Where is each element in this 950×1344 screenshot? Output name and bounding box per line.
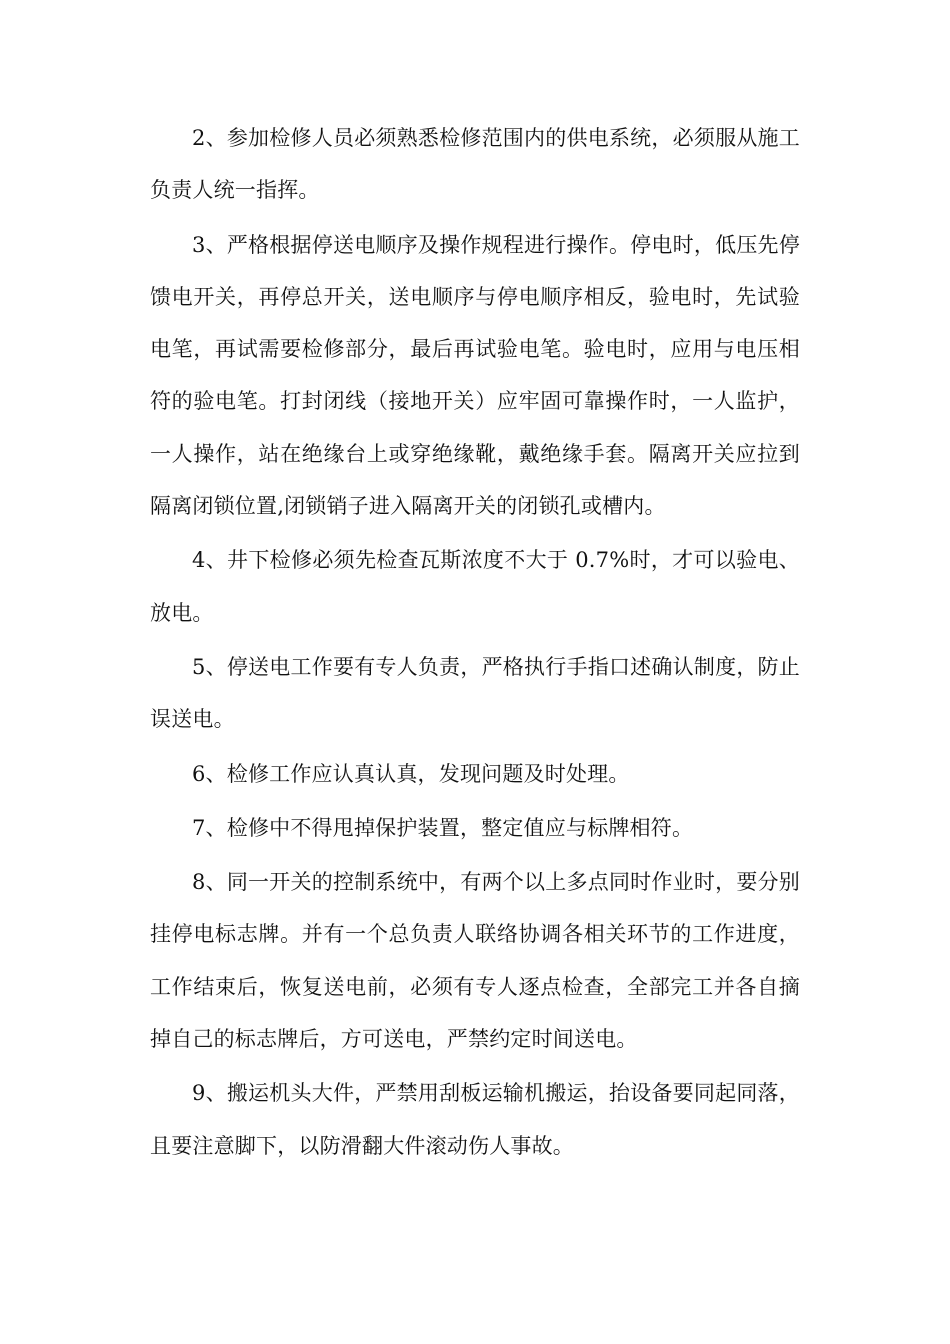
paragraph-item-4: 4、井下检修必须先检查瓦斯浓度不大于 0.7%时，才可以验电、放电。 xyxy=(150,548,800,625)
paragraph-item-2: 2、参加检修人员必须熟悉检修范围内的供电系统，必须服从施工负责人统一指挥。 xyxy=(150,126,800,203)
paragraph-item-9: 9、搬运机头大件，严禁用刮板运输机搬运，抬设备要同起同落，且要注意脚下，以防滑翻大件滚动伤人事故。 xyxy=(150,1081,800,1158)
paragraph-item-6: 6、检修工作应认真认真，发现问题及时处理。 xyxy=(192,761,630,786)
paragraph-item-8: 8、同一开关的控制系统中，有两个以上多点同时作业时，要分别挂停电标志牌。并有一个总负责人联络协调各相关环节的工作进度，工作结束后，恢复送电前，必须有专人逐点检查，全部完工并各自摘掉自己的标志牌后，方可送电，严禁约定时间送电。 xyxy=(150,870,800,1052)
paragraph-item-7: 7、检修中不得甩掉保护装置，整定值应与标牌相符。 xyxy=(192,815,694,840)
paragraph-item-3: 3、严格根据停送电顺序及操作规程进行操作。停电时，低压先停馈电开关，再停总开关，送电顺序与停电顺序相反，验电时，先试验电笔，再试需要检修部分，最后再试验电笔。验电时，应用与电压相符的验电笔。打封闭线（接地开关）应牢固可靠操作时，一人监护，一人操作，站在绝缘台上或穿绝缘靴，戴绝缘手套。隔离开关应拉到隔离闭锁位置,闭锁销子进入隔离开关的闭锁孔或槽内。 xyxy=(150,232,800,519)
paragraph-item-5: 5、停送电工作要有专人负责，严格执行手指口述确认制度，防止误送电。 xyxy=(150,654,800,732)
document-body xyxy=(150,112,800,1174)
